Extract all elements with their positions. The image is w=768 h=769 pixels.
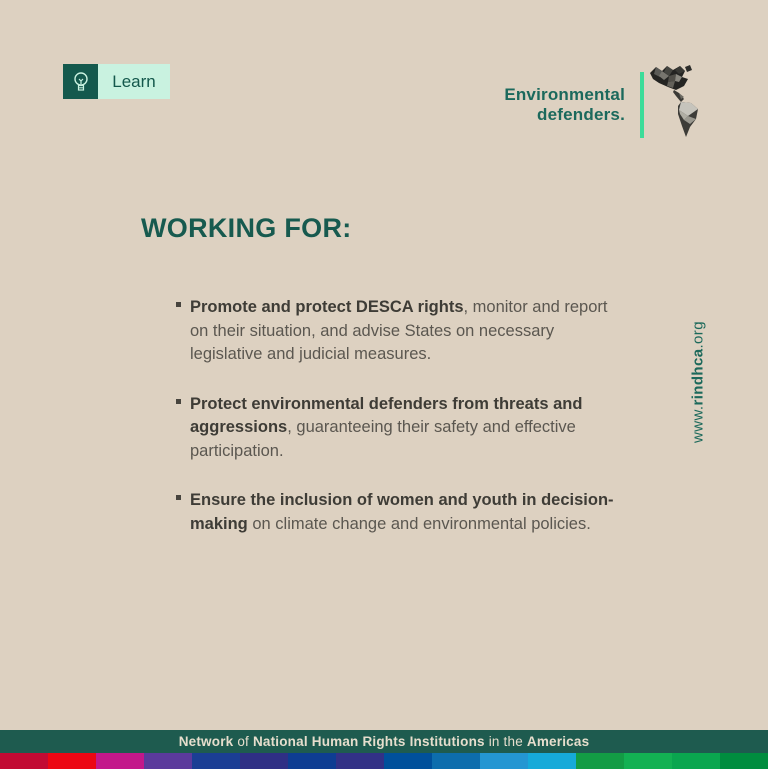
footer-text-part: Americas [526,734,590,749]
strip-segment [288,753,336,769]
bullet-rest-text: , guaranteeing their safety and effective participation. [190,418,576,460]
strip-segment [432,753,480,769]
footer-text-part: of [233,734,253,749]
strip-segment [528,753,576,769]
lightbulb-icon [63,64,98,99]
strip-segment [480,753,528,769]
website-url[interactable] [690,321,707,443]
bullet-square-icon [176,495,181,500]
footer-text-part: in the [484,734,527,749]
color-strip [0,753,768,769]
strip-segment [720,753,768,769]
bullet-square-icon [176,302,181,307]
footer-bar [0,730,768,753]
url-suffix: .org [689,321,707,349]
topic-line-1: Environmental [504,85,625,104]
url-prefix: www. [689,405,707,443]
learn-badge[interactable] [63,64,170,99]
bullet-square-icon [176,399,181,404]
bullet-bold-text: Ensure the inclusion of women and youth in decision-making [190,491,614,533]
strip-segment [240,753,288,769]
learn-badge-label: Learn [98,64,170,99]
footer-text-part: Network [178,734,234,749]
url-domain: rindhca [689,348,707,406]
list-item [190,489,615,536]
bullet-bold-text: Protect environmental defenders from threats and aggressions [190,394,583,436]
strip-segment [0,753,48,769]
bullet-list [190,296,615,562]
strip-segment [336,753,384,769]
list-item [190,296,615,367]
strip-segment [192,753,240,769]
footer-text-part: National Human Rights Institutions [252,734,485,749]
strip-segment [96,753,144,769]
strip-segment [672,753,720,769]
americas-map-icon [648,64,710,138]
strip-segment [48,753,96,769]
topic-title [504,85,625,124]
bullet-rest-text: , monitor and report on their situation, and advise States on necessary legislative and judicial measures. [190,298,608,363]
strip-segment [624,753,672,769]
list-item [190,393,615,464]
strip-segment [576,753,624,769]
page-title: WORKING FOR: [141,213,352,243]
topic-line-2: defenders. [537,104,625,124]
vertical-divider [640,72,644,138]
bullet-bold-text: Promote and protect DESCA rights [190,298,464,316]
strip-segment [144,753,192,769]
bullet-rest-text: on climate change and environmental policies. [247,514,591,533]
strip-segment [384,753,432,769]
